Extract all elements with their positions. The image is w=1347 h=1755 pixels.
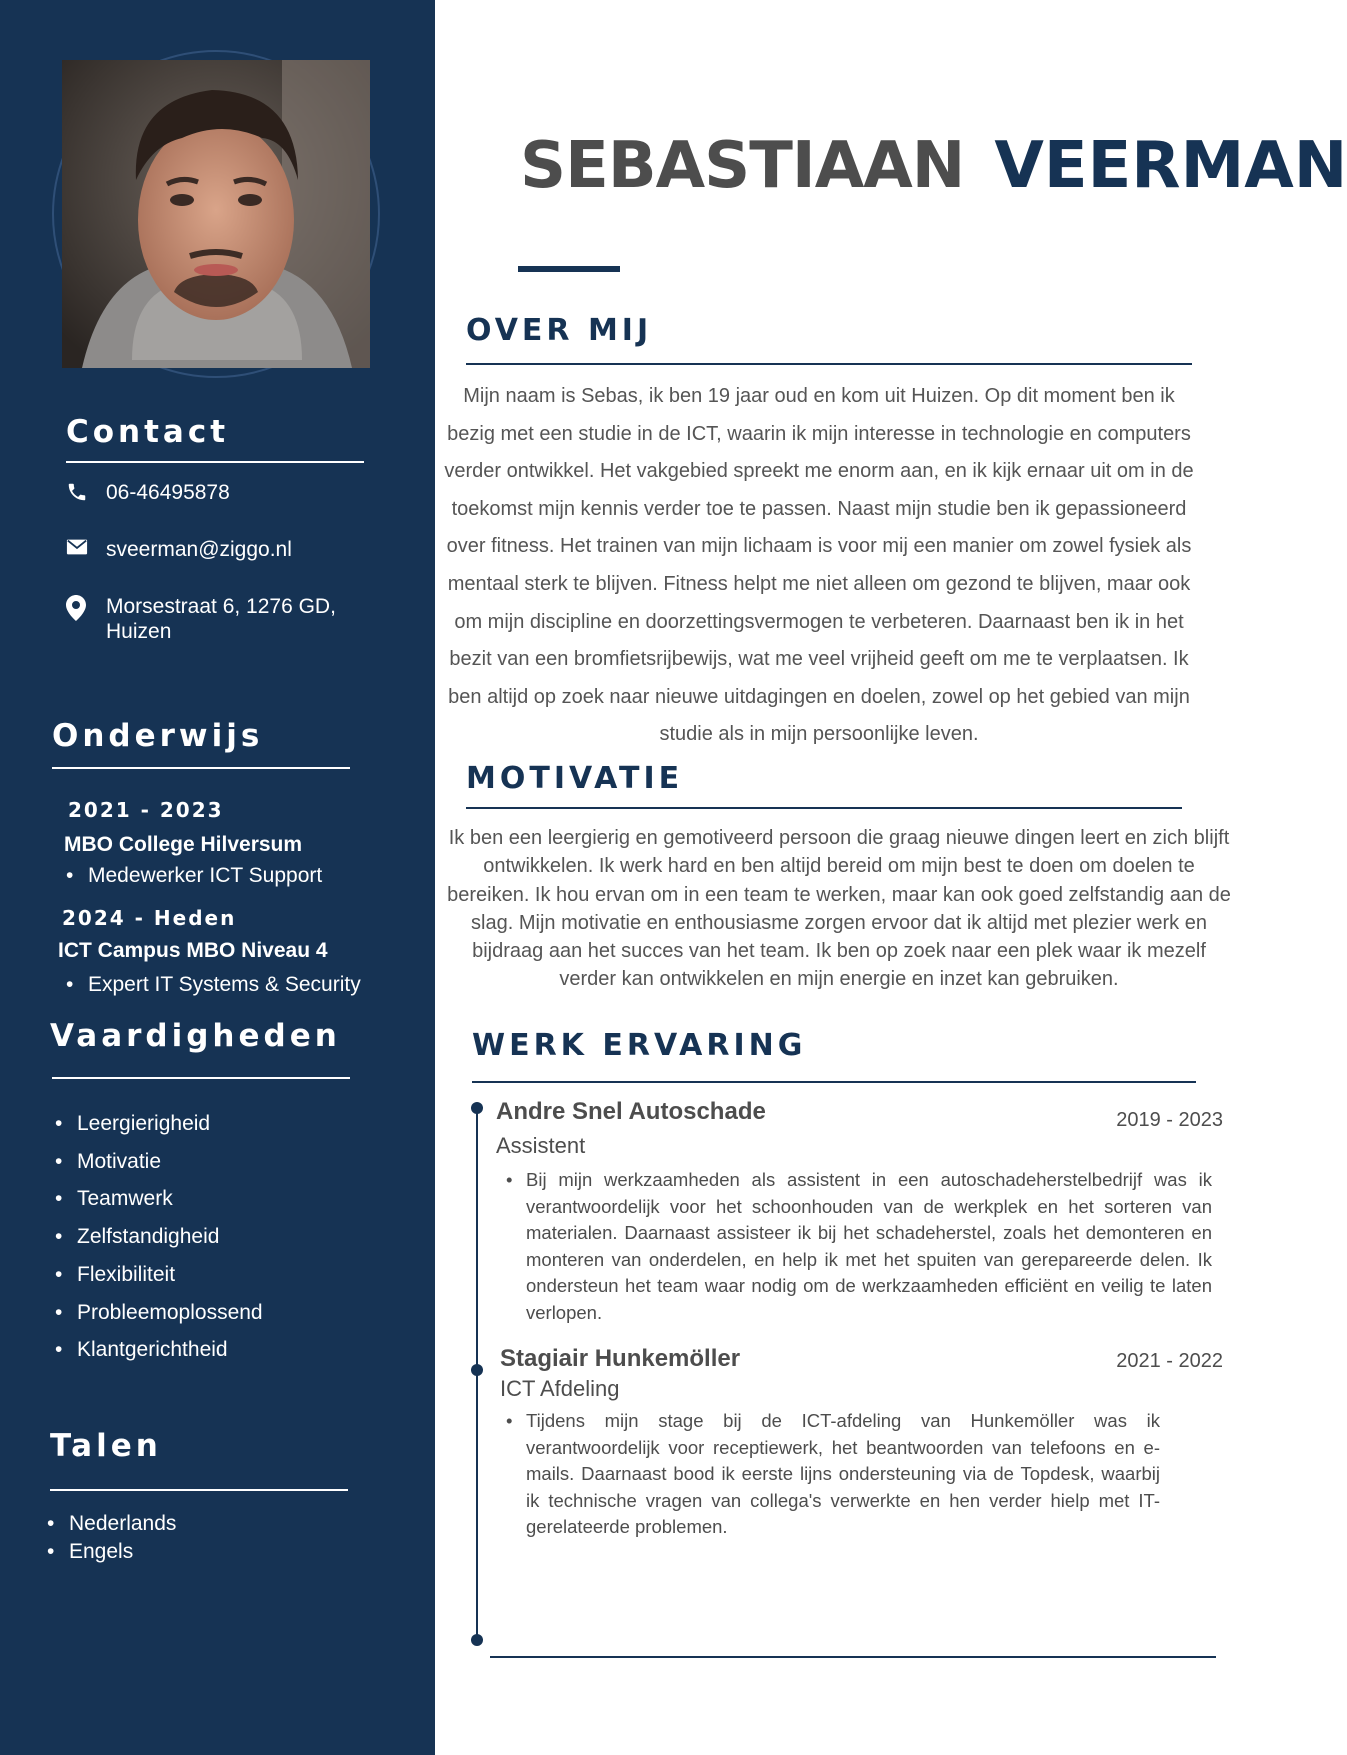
languages-list (44, 1510, 176, 1566)
timeline-dot (471, 1634, 483, 1646)
language-item: • Nederlands (44, 1510, 176, 1538)
location-pin-icon (66, 594, 106, 621)
first-name: SEBASTIAAN (520, 129, 965, 203)
contact-address (66, 594, 366, 644)
contact-divider (66, 461, 364, 463)
education-school-2: ICT Campus MBO Niveau 4 (58, 939, 328, 962)
last-name: VEERMAN (994, 129, 1347, 203)
about-divider (466, 363, 1192, 365)
motivation-heading: MOTIVATIE (466, 761, 684, 796)
contact-phone (66, 480, 366, 505)
education-program-2: • Expert IT Systems & Security (63, 973, 361, 997)
job-company-2: Stagiair Hunkemöller (500, 1345, 741, 1372)
skill-item: • Probleemoplossend (52, 1294, 263, 1332)
job-description-1: • Bij mijn werkzaamheden als assistent in een autoschadeherstelbedrijf was ik verantwoordelijk voor het schoonhouden van de werkplek en het sorteren van materialen. Daarnaast assisteer ik bij het schadeherstel, zoals het demonteren en monteren van onderdelen, en help ik met het spuiten van gerepareerde delen. Ik ondersteun het team waar nodig om de werkzaamheden efficiënt en veilig te laten verlopen. (504, 1167, 1212, 1326)
skill-item: • Klantgerichtheid (52, 1331, 263, 1369)
address-text: Morsestraat 6, 1276 GD, Huizen (106, 595, 336, 643)
education-years-1: 2021 - 2023 (68, 798, 224, 822)
skills-list (52, 1105, 263, 1369)
contact-email (66, 537, 366, 562)
skills-divider (52, 1077, 350, 1079)
phone-icon (66, 480, 106, 503)
profile-photo (62, 60, 370, 368)
job-company-1: Andre Snel Autoschade (496, 1098, 766, 1125)
education-program-1: • Medewerker ICT Support (63, 864, 322, 888)
sidebar (0, 0, 435, 1755)
skill-item: • Zelfstandigheid (52, 1218, 263, 1256)
motivation-text: Ik ben een leergierig en gemotiveerd persoon die graag nieuwe dingen leert en zich blijft ontwikkelen. Ik werk hard en ben altijd bereid om mijn best te doen om doelen te bereiken. Ik hou ervan om in een team te werken, maar kan ook goed zelfstandig aan de slag. Mijn motivatie en enthousiasme zorgen ervoor dat ik altijd met plezier werk en bijdraag aan het succes van het team. Ik ben op zoek naar een plek waar ik mezelf verder kan ontwikkelen en mijn energie en inzet kan gebruiken. (447, 827, 1231, 991)
languages-divider (50, 1489, 348, 1491)
skill-item: • Flexibiliteit (52, 1256, 263, 1294)
timeline-dot (471, 1102, 483, 1114)
motivation-divider (466, 807, 1182, 809)
education-program-list-1 (63, 864, 322, 888)
education-school-1: MBO College Hilversum (64, 833, 303, 856)
job-role-1: Assistent (496, 1133, 586, 1158)
job-description-list-2 (504, 1408, 1160, 1541)
profile-photo-illustration (62, 60, 370, 368)
full-name (520, 128, 1347, 203)
languages-heading: Talen (50, 1428, 162, 1464)
job-role-2: ICT Afdeling (500, 1376, 620, 1401)
timeline-dot (471, 1364, 483, 1376)
job-description-list-1 (504, 1167, 1212, 1326)
about-text: Mijn naam is Sebas, ik ben 19 jaar oud en kom uit Huizen. Op dit moment ben ik bezig met een studie in de ICT, waarin ik mijn interesse in technologie en computers verder ontwikkel. Het vakgebied spreekt me enorm aan, en ik kijk ernaar uit om in de toekomst mijn kennis verder toe te passen. Naast mijn studie ben ik gepassioneerd over fitness. Het trainen van mijn lichaam is voor mij een manier om zowel fysiek als mentaal sterk te blijven. Fitness helpt me niet alleen om gezond te blijven, maar ook om mijn discipline en doorzettingsvermogen te verbeteren. Daarnaast ben ik in het bezit van een bromfietsrijbewijs, wat me veel vrijheid geeft om me te verplaatsen. Ik ben altijd op zoek naar nieuwe uitdagingen en doelen, zowel op het gebied van mijn studie als in mijn persoonlijke leven. (444, 385, 1194, 746)
job-dates-2: 2021 - 2022 (1116, 1350, 1223, 1372)
phone-number: 06-46495878 (106, 481, 230, 504)
experience-bottom-divider (490, 1656, 1216, 1658)
job-dates-1: 2019 - 2023 (1116, 1109, 1223, 1131)
skill-item: • Motivatie (52, 1143, 263, 1181)
email-icon (66, 537, 106, 556)
skills-heading: Vaardigheden (50, 1018, 341, 1054)
education-heading: Onderwijs (52, 718, 264, 754)
experience-heading: WERK ERVARING (472, 1028, 807, 1063)
education-years-2: 2024 - Heden (62, 906, 237, 930)
experience-divider (472, 1081, 1196, 1083)
skill-item: • Leergierigheid (52, 1105, 263, 1143)
skill-item: • Teamwerk (52, 1180, 263, 1218)
email-address: sveerman@ziggo.nl (106, 538, 292, 561)
education-divider (52, 767, 350, 769)
job-description-2: • Tijdens mijn stage bij de ICT-afdeling van Hunkemöller was ik verantwoordelijk voor receptiewerk, het beantwoorden van telefoons en e-mails. Daarnaast bood ik eerste lijns ondersteuning via de Topdesk, waarbij ik technische vragen van collega's verwerkte en hen verder hielp met IT-gerelateerde problemen. (504, 1408, 1160, 1541)
about-heading: OVER MIJ (466, 313, 653, 348)
name-accent-bar (518, 266, 620, 272)
language-item: • Engels (44, 1538, 176, 1566)
education-program-list-2 (63, 973, 361, 997)
contact-heading: Contact (66, 414, 230, 450)
